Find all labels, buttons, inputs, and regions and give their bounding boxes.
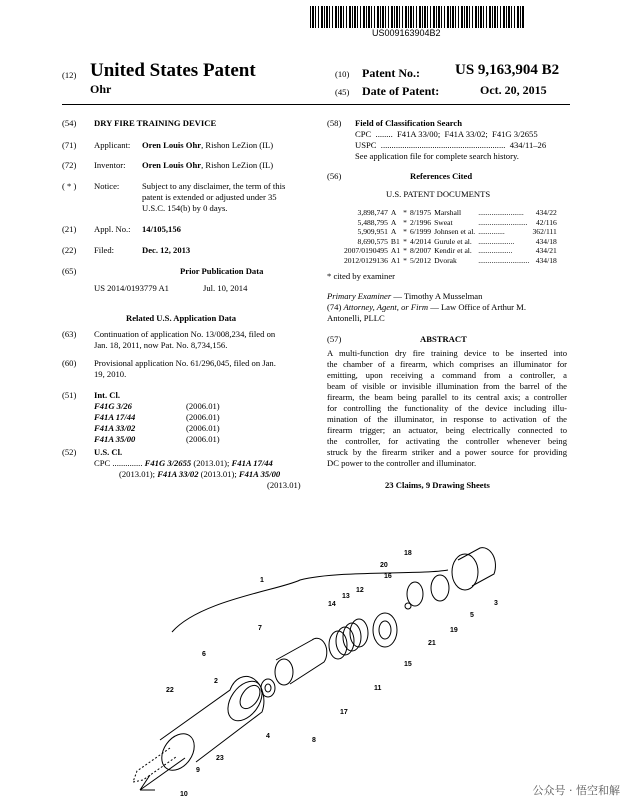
cpc-version: (2013.01); xyxy=(191,458,232,468)
f22-code: (22) xyxy=(62,245,77,255)
figure-reference-numeral: 7 xyxy=(258,625,262,632)
date-code: (45) xyxy=(335,87,350,97)
figure-reference-numeral: 22 xyxy=(166,687,174,694)
reference-date: 6/1999 xyxy=(409,227,432,237)
reference-name: Johnsen et al. xyxy=(434,227,476,237)
figure-reference-numeral: 14 xyxy=(328,601,336,608)
field-of-search-note: See application file for complete search history. xyxy=(355,151,519,161)
reference-name: Gurule et al. xyxy=(434,236,472,246)
cited-by-examiner: * cited by examiner xyxy=(327,271,396,281)
reference-cls: 434/21 xyxy=(535,246,557,256)
continuation-line: Jan. 18, 2011, now Pat. No. 8,734,156. xyxy=(94,340,228,350)
f58-code: (58) xyxy=(327,118,342,128)
agent-name-cont: Antonelli, PLLC xyxy=(327,313,385,323)
reference-dots: .................. xyxy=(478,246,513,256)
reference-kind: A xyxy=(390,208,397,217)
figure-reference-numeral: 5 xyxy=(470,612,474,619)
country-code: (12) xyxy=(62,70,77,80)
figure-reference-numeral: 16 xyxy=(384,573,392,580)
figure-reference-numeral: 19 xyxy=(450,627,458,634)
reference-no: 2007/0190495 xyxy=(344,246,388,256)
reference-kind: A1 xyxy=(390,246,401,256)
abstract-line: the controller, for activating the controller whenever being xyxy=(327,436,567,446)
f60-code: (60) xyxy=(62,358,77,368)
reference-kind: B1 xyxy=(390,236,400,246)
inventor-surname: Ohr xyxy=(90,82,112,96)
f52-code: (52) xyxy=(62,447,77,457)
figure-reference-numeral: 15 xyxy=(404,661,412,668)
inventor-name: Oren Louis Ohr xyxy=(142,160,202,170)
abstract-heading: ABSTRACT xyxy=(420,334,467,344)
applicant-label: Applicant: xyxy=(94,140,131,150)
abstract-line: A multi-function dry fire training device to be inserted into xyxy=(327,348,567,358)
notice-line: U.S.C. 154(b) by 0 days. xyxy=(142,203,228,213)
reference-kind: A xyxy=(390,217,397,227)
abstract-line: DC power to the controller and illuminator. xyxy=(327,458,477,468)
abstract-line: the chamber of a firearm, which comprises an illuminator for xyxy=(327,359,567,369)
filed-value: Dec. 12, 2013 xyxy=(142,245,191,255)
patent-title: United States Patent xyxy=(90,60,256,81)
reference-no: 8,690,575 xyxy=(357,236,388,246)
examiner-label: Primary Examiner xyxy=(327,291,392,301)
reference-cls: 434/22 xyxy=(535,208,557,217)
f72-code: (72) xyxy=(62,160,77,170)
f71-code: (71) xyxy=(62,140,77,150)
f63-code: (63) xyxy=(62,329,77,339)
abstract-line: firearm trigger; an actuator, being electrically connected to xyxy=(327,425,567,435)
agent-code: (74) xyxy=(327,302,344,312)
continuation-line: Continuation of application No. 13/008,234, filed on xyxy=(94,329,276,339)
figure-reference-numeral: 21 xyxy=(428,640,436,647)
int-cl-code: F41A 33/02 xyxy=(94,423,136,433)
reference-star: * xyxy=(403,246,407,256)
reference-star: * xyxy=(403,217,407,227)
reference-star: * xyxy=(403,227,407,237)
patent-no-code: (10) xyxy=(335,69,350,79)
abstract-line: firearm, the beam being parallel to its central axis; a controller xyxy=(327,392,567,402)
int-cl-code: F41G 3/26 xyxy=(94,401,132,411)
cpc-version: (2013.01); xyxy=(119,469,158,479)
patent-no-value: US 9,163,904 B2 xyxy=(455,62,560,78)
reference-name: Kendir et al. xyxy=(434,246,472,256)
figure-reference-numeral: 13 xyxy=(342,593,350,600)
reference-star: * xyxy=(403,255,407,265)
appl-no-label: Appl. No.: xyxy=(94,224,131,234)
reference-dots: .......................... xyxy=(478,217,528,227)
reference-no: 5,488,795 xyxy=(357,217,388,227)
agent-label: Attorney, Agent, or Firm xyxy=(343,302,429,312)
reference-date: 5/2012 xyxy=(409,255,432,265)
cpc-code: F41A 35/00 xyxy=(238,469,281,479)
reference-date: 4/2014 xyxy=(409,236,432,246)
cpc-version: (2013.01); xyxy=(198,469,239,479)
patent-no-label: Patent No.: xyxy=(362,66,420,80)
int-cl-version: (2006.01) xyxy=(186,412,220,422)
reference-dots: ................... xyxy=(478,236,515,246)
date-value: Oct. 20, 2015 xyxy=(480,83,547,97)
related-data-heading: Related U.S. Application Data xyxy=(126,313,237,323)
cpc-code: F41G 3/2655 xyxy=(144,458,192,468)
prior-publication-date: Jul. 10, 2014 xyxy=(203,283,248,293)
f56-code: (56) xyxy=(327,171,342,181)
reference-cls: 434/18 xyxy=(535,255,557,265)
figure-reference-numeral: 18 xyxy=(404,550,412,557)
watermark: 公众号 · 悟空和解 xyxy=(532,784,620,797)
cpc-label: CPC .............. xyxy=(94,458,143,468)
reference-date: 2/1996 xyxy=(409,217,432,227)
int-cl-version: (2006.01) xyxy=(186,401,220,411)
notice-code: ( * ) xyxy=(62,181,77,191)
filed-label: Filed: xyxy=(94,245,115,255)
reference-dots: ........................ xyxy=(478,208,524,217)
figure-reference-numeral: 11 xyxy=(374,685,382,692)
reference-cls: 362/111 xyxy=(532,227,557,237)
field-of-search-cpc: CPC ........ F41A 33/00; F41A 33/02; F41G 3/2655 xyxy=(355,129,538,139)
references-cited-heading: References Cited xyxy=(410,171,473,181)
cpc-code: F41A 33/02 xyxy=(157,469,199,479)
reference-cls: 434/18 xyxy=(535,236,557,246)
f54-code: (54) xyxy=(62,118,77,128)
cpc-code: F41A 17/44 xyxy=(231,458,273,468)
abstract-line: emitting, upon receiving a command from a controller, a xyxy=(327,370,567,380)
reference-no: 3,898,747 xyxy=(357,208,388,217)
figure-reference-numeral: 10 xyxy=(180,791,188,798)
f65-code: (65) xyxy=(62,266,77,276)
figure-reference-numeral: 2 xyxy=(214,678,218,685)
applicant-name: Oren Louis Ohr xyxy=(142,140,202,150)
figure-reference-numeral: 23 xyxy=(216,755,224,762)
field-of-search-label: Field of Classification Search xyxy=(355,118,463,128)
reference-star: * xyxy=(403,208,407,217)
reference-cls: 42/116 xyxy=(535,217,557,227)
reference-kind: A1 xyxy=(390,255,401,265)
prior-publication-heading: Prior Publication Data xyxy=(180,266,264,276)
us-patent-docs-heading: U.S. PATENT DOCUMENTS xyxy=(386,189,491,199)
provisional-line: Provisional application No. 61/296,045, filed on Jan. xyxy=(94,358,276,368)
cpc-version: (2013.01) xyxy=(267,480,301,490)
date-label: Date of Patent: xyxy=(362,84,440,98)
us-cl-label: U.S. Cl. xyxy=(94,447,123,457)
notice-label: Notice: xyxy=(94,181,120,191)
abstract-line: mination of the illuminator, in response to activation of the xyxy=(327,414,567,424)
claims-count: 23 Claims, 9 Drawing Sheets xyxy=(385,480,490,490)
figure-reference-numeral: 4 xyxy=(266,733,270,740)
notice-line: patent is extended or adjusted under 35 xyxy=(142,192,277,202)
f51-code: (51) xyxy=(62,390,77,400)
figure-reference-numeral: 3 xyxy=(494,600,498,607)
inventor-label: Inventor: xyxy=(94,160,126,170)
reference-name: Sweat xyxy=(434,217,453,227)
int-cl-code: F41A 17/44 xyxy=(94,412,136,422)
abstract-line: beam of visible or invisible illumination from the barrel of the xyxy=(327,381,567,391)
reference-dots: ........................... xyxy=(478,255,530,265)
reference-date: 8/2007 xyxy=(409,246,432,256)
reference-no: 5,909,951 xyxy=(357,227,388,237)
abstract-line: for controlling the functionality of the device including illu- xyxy=(327,403,567,413)
reference-date: 8/1975 xyxy=(409,208,432,217)
reference-kind: A xyxy=(390,227,397,237)
reference-name: Dvorak xyxy=(434,255,457,265)
reference-name: Marshall xyxy=(434,208,462,217)
f21-code: (21) xyxy=(62,224,77,234)
field-of-search-uspc: USPC .......................................................... 434/11–26 xyxy=(355,140,547,150)
int-cl-version: (2006.01) xyxy=(186,423,220,433)
int-cl-version: (2006.01) xyxy=(186,434,220,444)
notice-line: Subject to any disclaimer, the term of this xyxy=(142,181,286,191)
agent-name: — Law Office of Arthur M. xyxy=(428,302,526,312)
int-cl-label: Int. Cl. xyxy=(94,390,121,400)
prior-publication-number: US 2014/0193779 A1 xyxy=(94,283,169,293)
bracket-line xyxy=(172,570,448,632)
int-cl-code: F41A 35/00 xyxy=(94,434,136,444)
figure-reference-numeral: 17 xyxy=(340,709,348,716)
reference-dots: .............. xyxy=(478,227,505,237)
reference-star: * xyxy=(403,236,407,246)
appl-no-value: 14/105,156 xyxy=(142,224,181,234)
figure-reference-numeral: 20 xyxy=(380,562,388,569)
provisional-line: 19, 2010. xyxy=(94,369,127,379)
applicant-location: , Rishon LeZion (IL) xyxy=(201,140,274,150)
abstract-line: struck by the firearm striker and a power source for providing xyxy=(327,447,567,457)
inventor-location: , Rishon LeZion (IL) xyxy=(201,160,274,170)
reference-no: 2012/0129136 xyxy=(344,255,388,265)
figure-reference-numeral: 1 xyxy=(260,577,264,584)
figure-reference-numeral: 8 xyxy=(312,737,316,744)
figure-reference-numeral: 6 xyxy=(202,651,206,658)
examiner-name: — Timothy A Musselman xyxy=(391,291,483,301)
figure-reference-numeral: 12 xyxy=(356,587,364,594)
patent-number-text: US009163904B2 xyxy=(372,28,441,38)
f57-code: (57) xyxy=(327,334,342,344)
figure-reference-numeral: 9 xyxy=(196,767,200,774)
title-of-invention: DRY FIRE TRAINING DEVICE xyxy=(94,118,217,128)
